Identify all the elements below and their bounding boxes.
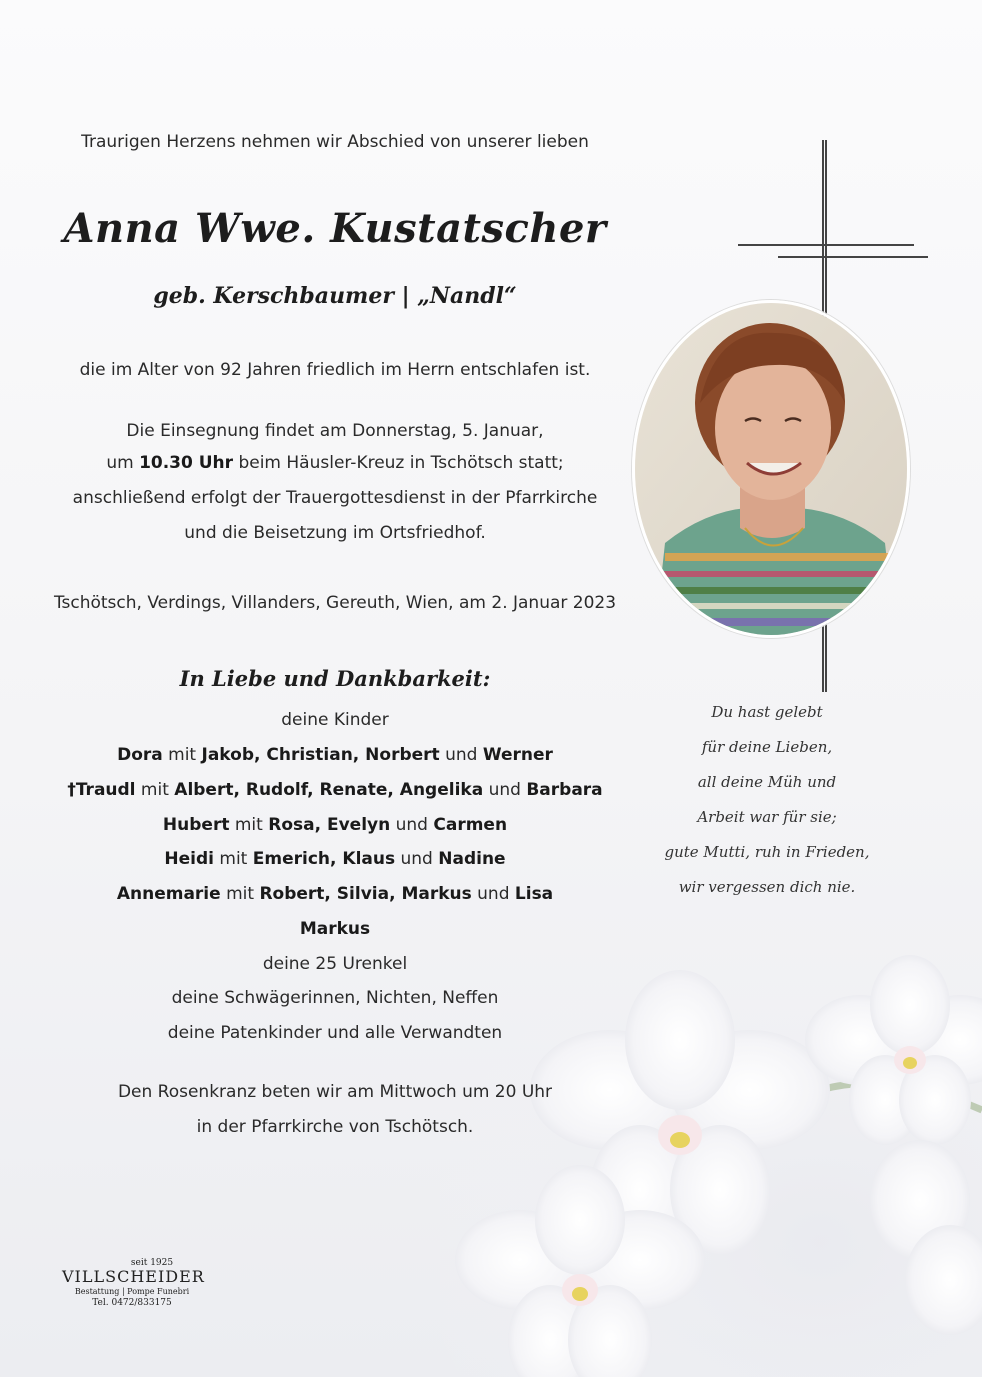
- maiden-name: geb. Kerschbaumer | „Nandl“: [153, 283, 517, 309]
- age-line: die im Alter von 92 Jahren friedlich im Herrn entschlafen ist.: [79, 360, 591, 380]
- logo-tagline: Bestattung | Pompe Funebri: [74, 1287, 190, 1296]
- family-row-annemarie: Annemarie mit Robert, Silvia, Markus und Lisa: [116, 884, 554, 904]
- poem-line-1: Du hast gelebt: [711, 703, 823, 721]
- poem-line-4: Arbeit war für sie;: [697, 808, 837, 826]
- intro-text: Traurigen Herzens nehmen wir Abschied von unserer lieben: [81, 132, 589, 152]
- family-row-hubert: Hubert mit Rosa, Evelyn und Carmen: [162, 815, 508, 835]
- cross-bar-icon: [738, 244, 914, 258]
- family-row-dora: Dora mit Jakob, Christian, Norbert und Werner: [117, 745, 553, 765]
- poem-line-3: all deine Müh und: [697, 773, 837, 791]
- place-date: Tschötsch, Verdings, Villanders, Gereuth, Wien, am 2. Januar 2023: [53, 593, 617, 613]
- family-row-traudl: †Traudl mit Albert, Rudolf, Renate, Angelika und Barbara: [67, 780, 603, 800]
- rosary-line-2: in der Pfarrkirche von Tschötsch.: [196, 1117, 474, 1137]
- family-paten: deine Patenkinder und alle Verwandten: [167, 1023, 503, 1043]
- poem-line-5: gute Mutti, ruh in Frieden,: [664, 843, 870, 861]
- funeral-line-3: anschließend erfolgt der Trauergottesdienst in der Pfarrkirche: [72, 488, 598, 508]
- main-text-column: [40, 0, 630, 1377]
- family-urenkel: deine 25 Urenkel: [262, 954, 408, 974]
- funeral-line-2: um 10.30 Uhr beim Häusler-Kreuz in Tschötsch statt;: [106, 453, 564, 473]
- deceased-name: Anna Wwe. Kustatscher: [63, 205, 607, 252]
- logo-since: seit 1925: [130, 1258, 174, 1268]
- rosary-line-1: Den Rosenkranz beten wir am Mittwoch um 20 Uhr: [117, 1082, 553, 1102]
- poem-line-6: wir vergessen dich nie.: [678, 878, 856, 896]
- family-row-heidi: Heidi mit Emerich, Klaus und Nadine: [164, 849, 506, 869]
- portrait-illustration: [635, 303, 907, 635]
- funeral-line-4: und die Beisetzung im Ortsfriedhof.: [184, 523, 486, 543]
- logo-brand: VILLSCHEIDER: [62, 1267, 205, 1286]
- thanks-heading: In Liebe und Dankbarkeit:: [179, 666, 491, 691]
- family-schwaeger: deine Schwägerinnen, Nichten, Neffen: [171, 988, 499, 1008]
- portrait-photo: [632, 300, 910, 638]
- funeral-line-1: Die Einsegnung findet am Donnerstag, 5. Januar,: [126, 421, 544, 441]
- poem-line-2: für deine Lieben,: [701, 738, 833, 756]
- logo-phone: Tel. 0472/833175: [92, 1298, 172, 1308]
- family-kinder: deine Kinder: [281, 710, 389, 730]
- funeral-home-logo: [62, 1258, 205, 1310]
- family-row-markus: Markus: [299, 919, 371, 939]
